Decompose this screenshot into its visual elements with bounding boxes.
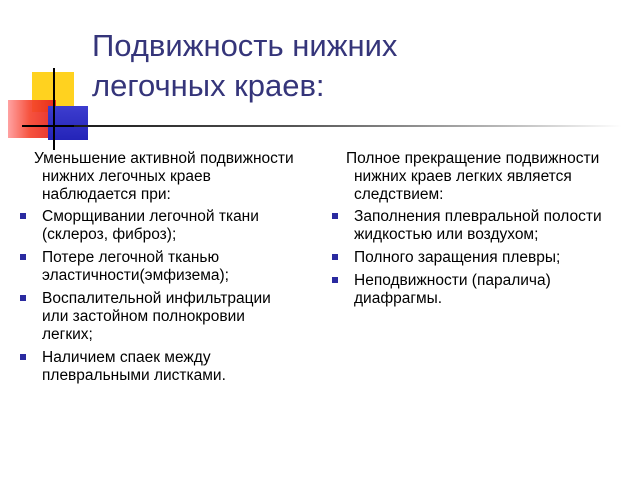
left-bullet-text: Сморщивании легочной ткани (склероз, фиброз); — [42, 208, 259, 243]
decor-horizontal-line — [22, 125, 82, 127]
left-bullet-item — [20, 208, 298, 244]
left-bullet-text: Наличием спаек между плевральными листками. — [42, 349, 226, 384]
slide-title — [92, 26, 612, 106]
left-intro: Уменьшение активной подвижности нижних легочных краев наблюдается при: — [34, 150, 294, 203]
right-intro: Полное прекращение подвижности нижних краев легких является следствием: — [346, 150, 600, 203]
left-bullet-item — [20, 290, 298, 344]
square-bullet-icon — [20, 254, 26, 260]
right-column — [332, 150, 628, 313]
square-bullet-icon — [20, 213, 26, 219]
square-bullet-icon — [20, 295, 26, 301]
left-bullet-text: Потере легочной тканью эластичности(эмфизема); — [42, 249, 229, 284]
right-bullet-text: Неподвижности (паралича) диафрагмы. — [354, 272, 551, 307]
decor-vertical-line — [53, 68, 55, 150]
right-bullet-item — [332, 272, 628, 308]
square-bullet-icon — [332, 213, 338, 219]
left-column — [20, 150, 298, 390]
right-bullet-item — [332, 208, 628, 244]
title-underline — [74, 125, 622, 127]
left-bullet-item — [20, 249, 298, 285]
right-bullet-text: Полного заращения плевры; — [354, 249, 561, 266]
slide-title-line-2: легочных краев: — [92, 68, 325, 103]
left-bullet-item — [20, 349, 298, 385]
left-bullet-text: Воспалительной инфильтрации или застойном полнокровии легких; — [42, 290, 271, 343]
right-bullet-list — [332, 208, 628, 308]
right-bullet-text: Заполнения плевральной полости жидкостью или воздухом; — [354, 208, 602, 243]
square-bullet-icon — [332, 254, 338, 260]
slide-title-line-1: Подвижность нижних — [92, 28, 398, 63]
square-bullet-icon — [20, 354, 26, 360]
square-bullet-icon — [332, 277, 338, 283]
right-bullet-item — [332, 249, 628, 267]
left-bullet-list — [20, 208, 298, 385]
